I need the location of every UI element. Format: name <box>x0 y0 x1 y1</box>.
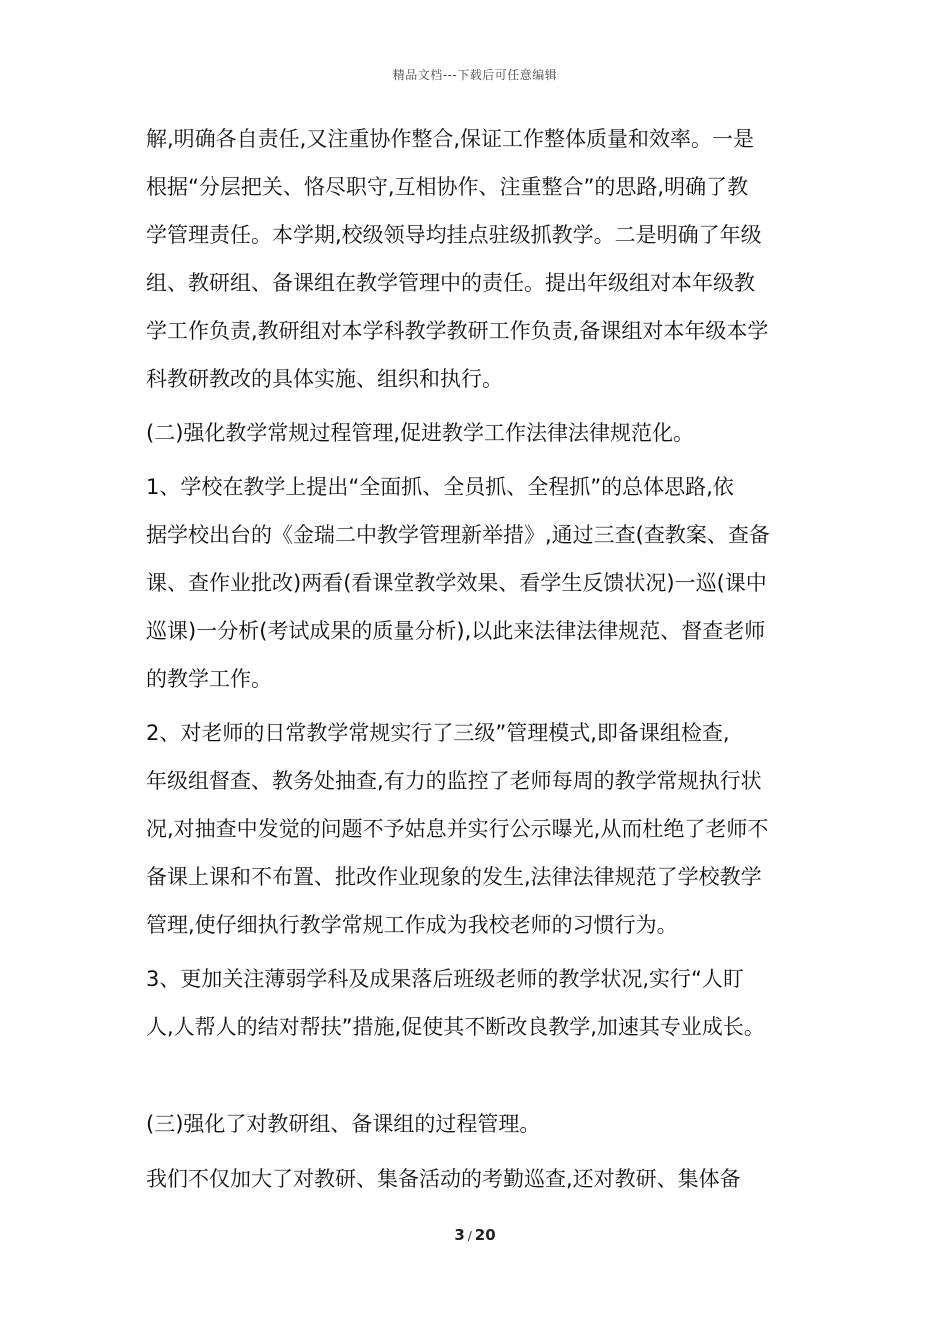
paragraph-line: 年级组督查、教务处抽查,有力的监控了老师每周的教学常规执行状 <box>146 769 762 793</box>
paragraph-line: 人,人帮人的结对帮扶”措施,促使其不断改良教学,加速其专业成长。 <box>146 1015 765 1039</box>
paragraph-line: 的教学工作。 <box>146 667 272 691</box>
paragraph-line: 组、教研组、备课组在教学管理中的责任。提出年级组对本年级教 <box>146 271 755 295</box>
paragraph-line: 备课上课和不布置、批改作业现象的发生,法律法律规范了学校教学 <box>146 865 762 889</box>
paragraph-line: 1、学校在教学上提出“全面抓、全员抓、全程抓”的总体思路,依 <box>146 475 734 499</box>
paragraph-line: 管理,使仔细执行教学常规工作成为我校老师的习惯行为。 <box>146 913 678 937</box>
section-heading: (二)强化教学常规过程管理,促进教学工作法律法律规范化。 <box>146 421 695 445</box>
page-separator: / <box>467 1229 472 1243</box>
paragraph-line: 3、更加关注薄弱学科及成果落后班级老师的教学状况,实行“人盯 <box>146 967 744 991</box>
paragraph-line: 学工作负责,教研组对本学科教学教研工作负责,备课组对本年级本学 <box>146 319 769 343</box>
paragraph-line: 学管理责任。本学期,校级领导均挂点驻级抓教学。二是明确了年级 <box>146 223 762 247</box>
paragraph-line: 根据“分层把关、恪尽职守,互相协作、注重整合”的思路,明确了教 <box>146 175 749 199</box>
page-header: 精品文档---下载后可任意编辑 <box>392 68 558 82</box>
paragraph-line: 我们不仅加大了对教研、集备活动的考勤巡查,还对教研、集体备 <box>146 1167 741 1191</box>
paragraph-line: 2、对老师的日常教学常规实行了三级”管理模式,即备课组检查, <box>146 721 730 745</box>
paragraph-line: 科教研教改的具体实施、组织和执行。 <box>146 367 503 391</box>
section-heading: (三)强化了对教研组、备课组的过程管理。 <box>146 1112 541 1136</box>
paragraph-line: 课、查作业批改)两看(看课堂教学效果、看学生反馈状况)一巡(课中 <box>146 571 767 595</box>
total-pages: 20 <box>474 1226 496 1244</box>
current-page: 3 <box>454 1226 465 1244</box>
paragraph-line: 况,对抽查中发觉的问题不予姑息并实行公示曝光,从而杜绝了老师不 <box>146 817 769 841</box>
paragraph-line: 解,明确各自责任,又注重协作整合,保证工作整体质量和效率。一是 <box>146 127 755 151</box>
paragraph-line: 巡课)一分析(考试成果的质量分析),以此来法律法律规范、督查老师 <box>146 619 766 643</box>
page-number <box>0 1226 950 1244</box>
paragraph-line: 据学校出台的《金瑞二中教学管理新举措》,通过三查(查教案、查备 <box>146 523 770 547</box>
